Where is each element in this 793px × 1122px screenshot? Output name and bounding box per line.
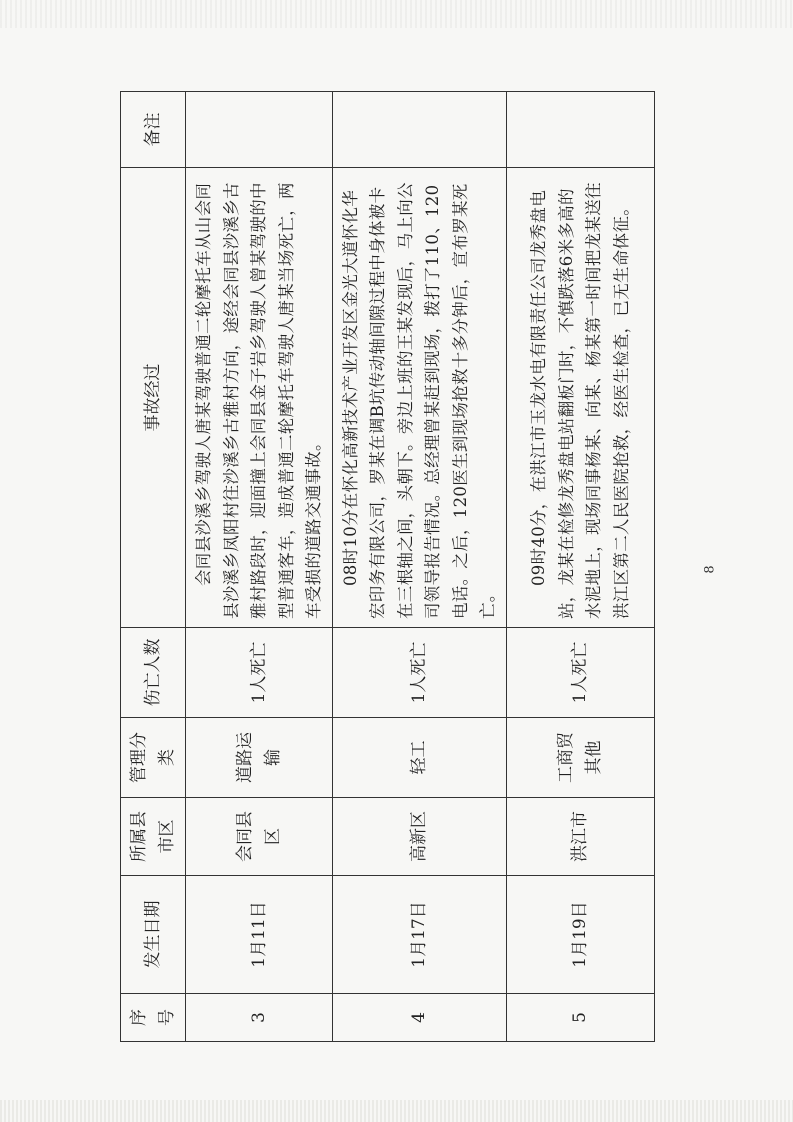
cell-casualties: 1人死亡 [506,628,654,718]
table-row [506,92,654,1042]
cell-category: 道路运输 [186,718,333,798]
cell-remarks [506,92,654,168]
cell-casualties: 1人死亡 [186,628,333,718]
scan-edge-bottom [0,1100,793,1122]
cell-no: 4 [332,994,506,1042]
cell-category: 轻工 [332,718,506,798]
scan-edge-top [0,0,793,28]
cell-no: 5 [506,994,654,1042]
header-row [121,92,186,1042]
header-region: 所属县市区 [121,798,186,876]
cell-casualties: 1人死亡 [332,628,506,718]
header-process: 事故经过 [121,168,186,628]
cell-process: 会同县沙溪乡驾驶人唐某驾驶普通二轮摩托车从山会同县沙溪乡凤阳村往沙溪乡古雅村方向，途经会同县沙溪乡古雅村路段时，迎面撞上会同县金子岩乡驾驶人曾某驾驶的中型普通客车，造成普通二轮摩托车驾驶人唐某当场死亡，两车受损的道路交通事故。 [186,168,333,628]
table-row [332,92,506,1042]
header-casualties: 伤亡人数 [121,628,186,718]
header-date: 发生日期 [121,876,186,994]
cell-category: 工商贸其他 [506,718,654,798]
cell-date: 1月19日 [506,876,654,994]
table-row [186,92,333,1042]
accident-table [120,91,655,1042]
cell-remarks [186,92,333,168]
cell-region: 高新区 [332,798,506,876]
cell-process: 08时10分在怀化高新技术产业开发区金光大道怀化华宏印务有限公司，罗某在调B坑传动轴间隙过程中身体被卡在三根轴之间，头朝下。旁边上班的王某发现后，马上向公司领导报告情况。总经理曾某赶到现场，拨打了110、120电话。之后，120医生到现场抢救十多分钟后，宣布罗某死亡。 [332,168,506,628]
cell-region: 洪江市 [506,798,654,876]
header-category: 管理分类 [121,718,186,798]
cell-remarks [332,92,506,168]
page-number: 8 [702,565,718,574]
cell-date: 1月11日 [186,876,333,994]
cell-process: 09时40分，在洪江市玉龙水电有限责任公司龙秀盘电站，龙某在检修龙秀盘电站翻板门时，不慎跌落6米多高的水泥地上，现场同事杨某、向某、杨某第一时间把龙某送往洪江区第二人民医院抢救，经医生检查，已无生命体征。 [506,168,654,628]
cell-date: 1月17日 [332,876,506,994]
header-remarks: 备注 [121,92,186,168]
cell-region: 会同县区 [186,798,333,876]
rotated-table-wrapper [120,92,631,1042]
header-no: 序号 [121,994,186,1042]
cell-no: 3 [186,994,333,1042]
